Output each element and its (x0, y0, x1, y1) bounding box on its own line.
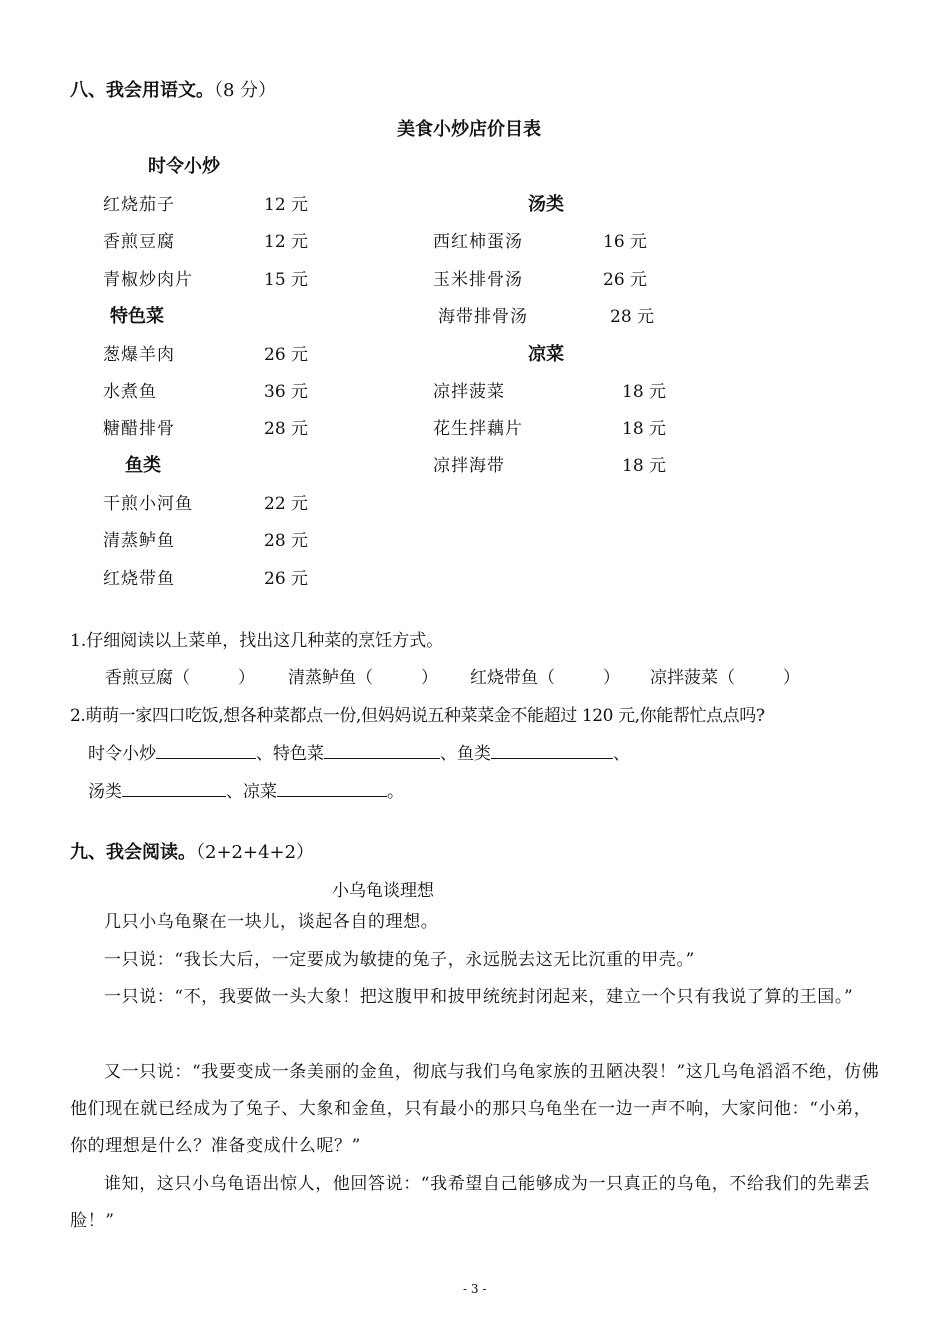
answer-blank[interactable] (491, 740, 613, 759)
dish-name: 玉米排骨汤 (433, 270, 523, 290)
answer-blank[interactable] (156, 740, 256, 759)
category-fish: 鱼类 (125, 455, 161, 476)
dish-price: 12 元 (264, 195, 309, 215)
story-paragraph: 谁知，这只小乌龟语出惊人，他回答说：“我希望自己能够成为一只真正的乌龟，不给我们的先辈丢脸！” (70, 1174, 871, 1231)
section-8-title: 八、我会用语文。 (70, 80, 214, 101)
dish-name: 香煎豆腐 (103, 232, 175, 252)
dish-price: 15 元 (264, 270, 309, 290)
question-1: 1.仔细阅读以上菜单，找出这几种菜的烹饪方式。 (70, 631, 444, 651)
dish-price: 28 元 (264, 419, 309, 439)
category-seasonal: 时令小炒 (148, 156, 220, 177)
dish-price: 18 元 (622, 382, 667, 402)
dish-name: 凉拌菠菜 (433, 382, 505, 402)
dish-name: 红烧茄子 (103, 195, 175, 215)
dish-name: 红烧带鱼 (103, 569, 175, 589)
answer-blank[interactable] (277, 778, 387, 797)
section-8-points: （8 分） (214, 80, 277, 101)
dish-name: 凉拌海带 (433, 456, 505, 476)
dish-price: 26 元 (264, 345, 309, 365)
page-number: - 3 - (463, 1282, 487, 1296)
q1-item: 凉拌菠菜（ ） (650, 668, 800, 688)
answer-blank[interactable] (324, 740, 440, 759)
category-soup: 汤类 (528, 194, 564, 215)
q2-line-2: 汤类 、凉菜 。 (88, 777, 404, 802)
story-paragraph: 几只小乌龟聚在一块儿，谈起各自的理想。 (104, 912, 439, 932)
dish-price: 26 元 (603, 270, 648, 290)
answer-blank[interactable] (122, 778, 226, 797)
story-title: 小乌龟谈理想 (332, 881, 434, 901)
story-paragraph: 一只说：“不，我要做一头大象！把这腹甲和披甲统统封闭起来，建立一个只有我说了算的王国。” (104, 987, 854, 1007)
q1-item: 红烧带鱼（ ） (470, 668, 620, 688)
question-2: 2.萌萌一家四口吃饭,想各种菜都点一份,但妈妈说五种菜菜金不能超过 120 元,你能帮忙点点吗? (70, 706, 765, 726)
dish-price: 18 元 (622, 456, 667, 476)
category-specialty: 特色菜 (110, 306, 164, 327)
dish-price: 28 元 (264, 531, 309, 551)
dish-name: 糖醋排骨 (103, 419, 175, 439)
dish-name: 青椒炒肉片 (103, 270, 193, 290)
section-9-heading (70, 838, 314, 864)
menu-title: 美食小炒店价目表 (397, 119, 541, 140)
dish-name: 花生拌藕片 (433, 419, 523, 439)
dish-name: 西红柿蛋汤 (433, 232, 523, 252)
dish-price: 36 元 (264, 382, 309, 402)
dish-price: 12 元 (264, 232, 309, 252)
dish-name: 干煎小河鱼 (103, 494, 193, 514)
category-cold-dish: 凉菜 (528, 344, 564, 365)
section-9-points: （2+2+4+2） (196, 842, 315, 863)
dish-name: 葱爆羊肉 (103, 345, 175, 365)
dish-name: 水煮鱼 (103, 382, 157, 402)
story-paragraph: 又一只说：“我要变成一条美丽的金鱼，彻底与我们乌龟家族的丑陋决裂！”这几乌龟滔滔不绝，仿佛他们现在就已经成为了兔子、大象和金鱼，只有最小的那只乌龟坐在一边一声不响，大家问他：“小弟，你的理想是什么？准备变成什么呢？” (70, 1062, 880, 1156)
dish-price: 28 元 (610, 307, 655, 327)
dish-name: 海带排骨汤 (438, 307, 528, 327)
q1-item: 香煎豆腐（ ） (105, 668, 255, 688)
section-8-heading (70, 76, 276, 102)
q2-line-1: 时令小炒 、特色菜 、鱼类 、 (88, 739, 630, 764)
dish-price: 26 元 (264, 569, 309, 589)
story-paragraph: 一只说：“我长大后，一定要成为敏捷的兔子，永远脱去这无比沉重的甲壳。” (104, 950, 695, 970)
dish-name: 清蒸鲈鱼 (103, 531, 175, 551)
q1-item: 清蒸鲈鱼（ ） (288, 668, 438, 688)
dish-price: 16 元 (603, 232, 648, 252)
section-9-title: 九、我会阅读。 (70, 842, 196, 863)
dish-price: 18 元 (622, 419, 667, 439)
dish-price: 22 元 (264, 494, 309, 514)
